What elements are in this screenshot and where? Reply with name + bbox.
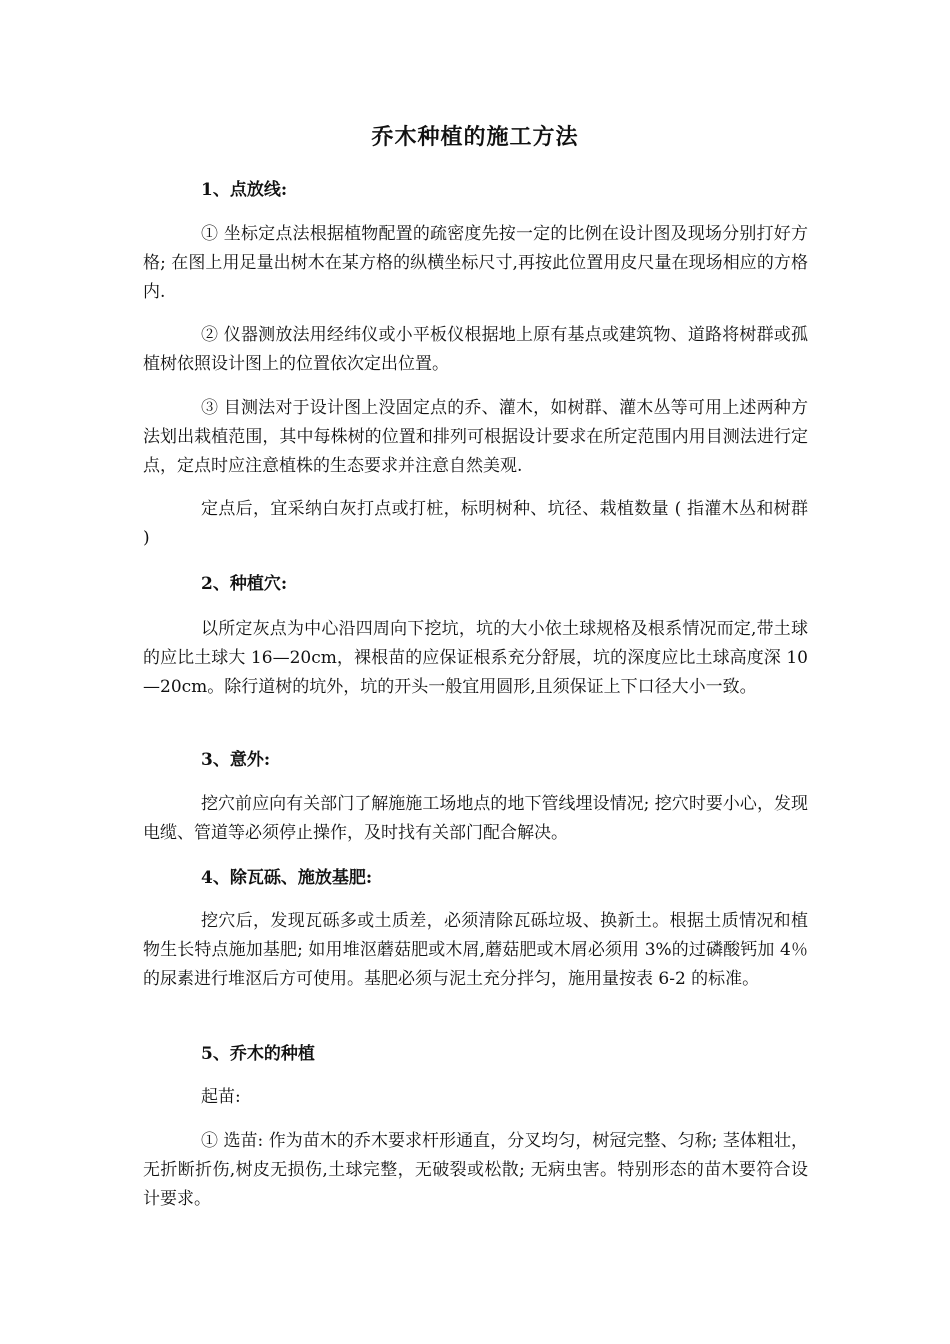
section-1-paragraph-4: 定点后，宜采纳白灰打点或打桩，标明树种、坑径、栽植数量 ( 指灌木丛和树群 ) — [143, 499, 808, 548]
section-3-paragraph-1: 挖穴前应向有关部门了解施施工场地点的地下管线埋设情况; 挖穴时要小心，发现电缆、管道等必须停止操作，及时找有关部门配合解决。 — [143, 794, 808, 843]
section-3-heading: 3、意外: — [201, 750, 271, 770]
section-1-paragraph-3: ③ 目测法对于设计图上没固定点的乔、灌木，如树群、灌木丛等可用上述两种方法划出栽植范围，其中每株树的位置和排列可根据设计要求在所定范围内用目测法进行定点，定点时应注意植株的生态要求并注意自然美观. — [143, 398, 808, 476]
section-5-paragraph-2: ① 选苗: 作为苗木的乔木要求杆形通直，分叉均匀，树冠完整、匀称; 茎体粗壮，无折断折伤,树皮无损伤,土球完整，无破裂或松散; 无病虫害。特别形态的苗木要符合设计要求。 — [143, 1131, 808, 1209]
section-1-paragraph-2: ② 仪器测放法用经纬仪或小平板仪根据地上原有基点或建筑物、道路将树群或孤植树依照设计图上的位置依次定出位置。 — [143, 325, 808, 374]
document-title: 乔木种植的施工方法 — [371, 124, 579, 150]
section-4-heading: 4、除瓦砾、施放基肥: — [201, 868, 373, 888]
section-5-paragraph-1: 起苗: — [201, 1087, 241, 1107]
section-1-paragraph-1: ① 坐标定点法根据植物配置的疏密度先按一定的比例在设计图及现场分别打好方格; 在图上用足量出树木在某方格的纵横坐标尺寸,再按此位置用皮尺量在现场相应的方格内. — [143, 224, 808, 302]
section-4-paragraph-1: 挖穴后，发现瓦砾多或土质差，必须清除瓦砾垃圾、换新土。根据土质情况和植物生长特点施加基肥; 如用堆沤蘑菇肥或木屑,蘑菇肥或木屑必须用 3%的过磷酸钙加 4％的尿素进行堆沤后方可使用。基肥必须与泥土充分拌匀，施用量按表 6-2 的标准。 — [143, 911, 808, 989]
section-2-heading: 2、种植穴: — [201, 574, 288, 594]
section-5-heading: 5、乔木的种植 — [201, 1044, 315, 1064]
section-1-heading: 1、点放线: — [201, 180, 288, 200]
section-2-paragraph-1: 以所定灰点为中心沿四周向下挖坑，坑的大小依土球规格及根系情况而定,带土球的应比土球大 16—20cm，裸根苗的应保证根系充分舒展，坑的深度应比土球高度深 10—20cm。除行道树的坑外，坑的开头一般宜用圆形,且须保证上下口径大小一致。 — [143, 619, 808, 697]
